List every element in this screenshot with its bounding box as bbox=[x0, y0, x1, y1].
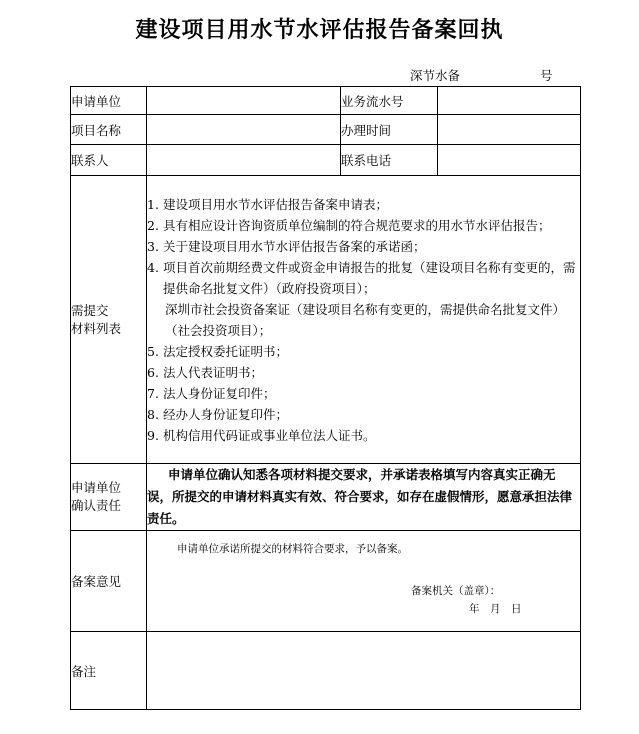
list-item: 6. 法人代表证明书； bbox=[147, 364, 264, 380]
serial-number-label: 业务流水号 bbox=[341, 87, 438, 115]
filing-receipt-table bbox=[70, 86, 581, 710]
list-item: 8. 经办人身份证复印件； bbox=[147, 406, 289, 422]
list-item: 3. 关于建设项目用水节水评估报告备案的承诺函； bbox=[147, 238, 426, 254]
remarks-label: 备注 bbox=[71, 632, 147, 710]
project-name-label: 项目名称 bbox=[71, 115, 147, 145]
opinion-cell bbox=[147, 531, 581, 632]
serial-number-value[interactable] bbox=[438, 87, 581, 115]
list-item: 9. 机构信用代码证或事业单位法人证书。 bbox=[147, 427, 376, 443]
doc-no-prefix: 深节水备 bbox=[410, 68, 461, 83]
opinion-label: 备案意见 bbox=[71, 531, 147, 632]
row-confirm bbox=[71, 464, 581, 531]
processing-time-value[interactable] bbox=[438, 115, 581, 145]
remarks-value[interactable] bbox=[147, 632, 581, 710]
contact-person-value[interactable] bbox=[147, 145, 341, 176]
confirm-label-line2: 确认责任 bbox=[71, 498, 122, 513]
row-remarks bbox=[71, 632, 581, 710]
row-materials bbox=[71, 176, 581, 464]
list-item: 5. 法定授权委托证明书； bbox=[147, 343, 289, 359]
materials-list bbox=[147, 176, 581, 464]
processing-time-label: 办理时间 bbox=[341, 115, 438, 145]
document-number bbox=[410, 66, 553, 84]
contact-phone-value[interactable] bbox=[438, 145, 581, 176]
list-item: 2. 具有相应设计咨询资质单位编制的符合规范要求的用水节水评估报告； bbox=[147, 217, 551, 233]
opinion-text: 申请单位承诺所提交的材料符合要求，予以备案。 bbox=[177, 543, 408, 555]
list-item: 深圳市社会投资备案证（建设项目名称有变更的，需提供命名批复文件）（社会投资项目）； bbox=[165, 301, 566, 338]
project-name-value[interactable] bbox=[147, 115, 341, 145]
row-applicant bbox=[71, 87, 581, 115]
applicant-value[interactable] bbox=[147, 87, 341, 115]
confirm-label-line1: 申请单位 bbox=[71, 480, 122, 495]
materials-label-line1: 需提交 bbox=[71, 302, 109, 318]
filing-authority-seal: 备案机关（盖章）： bbox=[411, 585, 501, 597]
confirm-label bbox=[71, 464, 147, 531]
row-contact bbox=[71, 145, 581, 176]
contact-phone-label: 联系电话 bbox=[341, 145, 438, 176]
confirm-statement: 申请单位确认知悉各项材料提交要求，并承诺表格填写内容真实正确无误，所提交的申请材料真实有效、符合要求，如存在虚假情形，愿意承担法律责任。 bbox=[147, 464, 581, 531]
materials-label-line2: 材料列表 bbox=[71, 320, 122, 336]
applicant-label: 申请单位 bbox=[71, 87, 147, 115]
list-item: 4. 项目首次前期经费文件或资金申请报告的批复（建设项目名称有变更的，需提供命名批复文件）（政府投资项目）； bbox=[147, 259, 576, 296]
contact-person-label: 联系人 bbox=[71, 145, 147, 176]
materials-label bbox=[71, 176, 147, 464]
list-item: 1. 建设项目用水节水评估报告备案申请表； bbox=[147, 196, 389, 212]
doc-no-suffix: 号 bbox=[540, 68, 553, 83]
opinion-date: 年 月 日 bbox=[469, 603, 522, 615]
page-title: 建设项目用水节水评估报告备案回执 bbox=[135, 18, 504, 43]
list-item: 7. 法人身份证复印件； bbox=[147, 385, 276, 401]
row-opinion bbox=[71, 531, 581, 632]
row-project bbox=[71, 115, 581, 145]
